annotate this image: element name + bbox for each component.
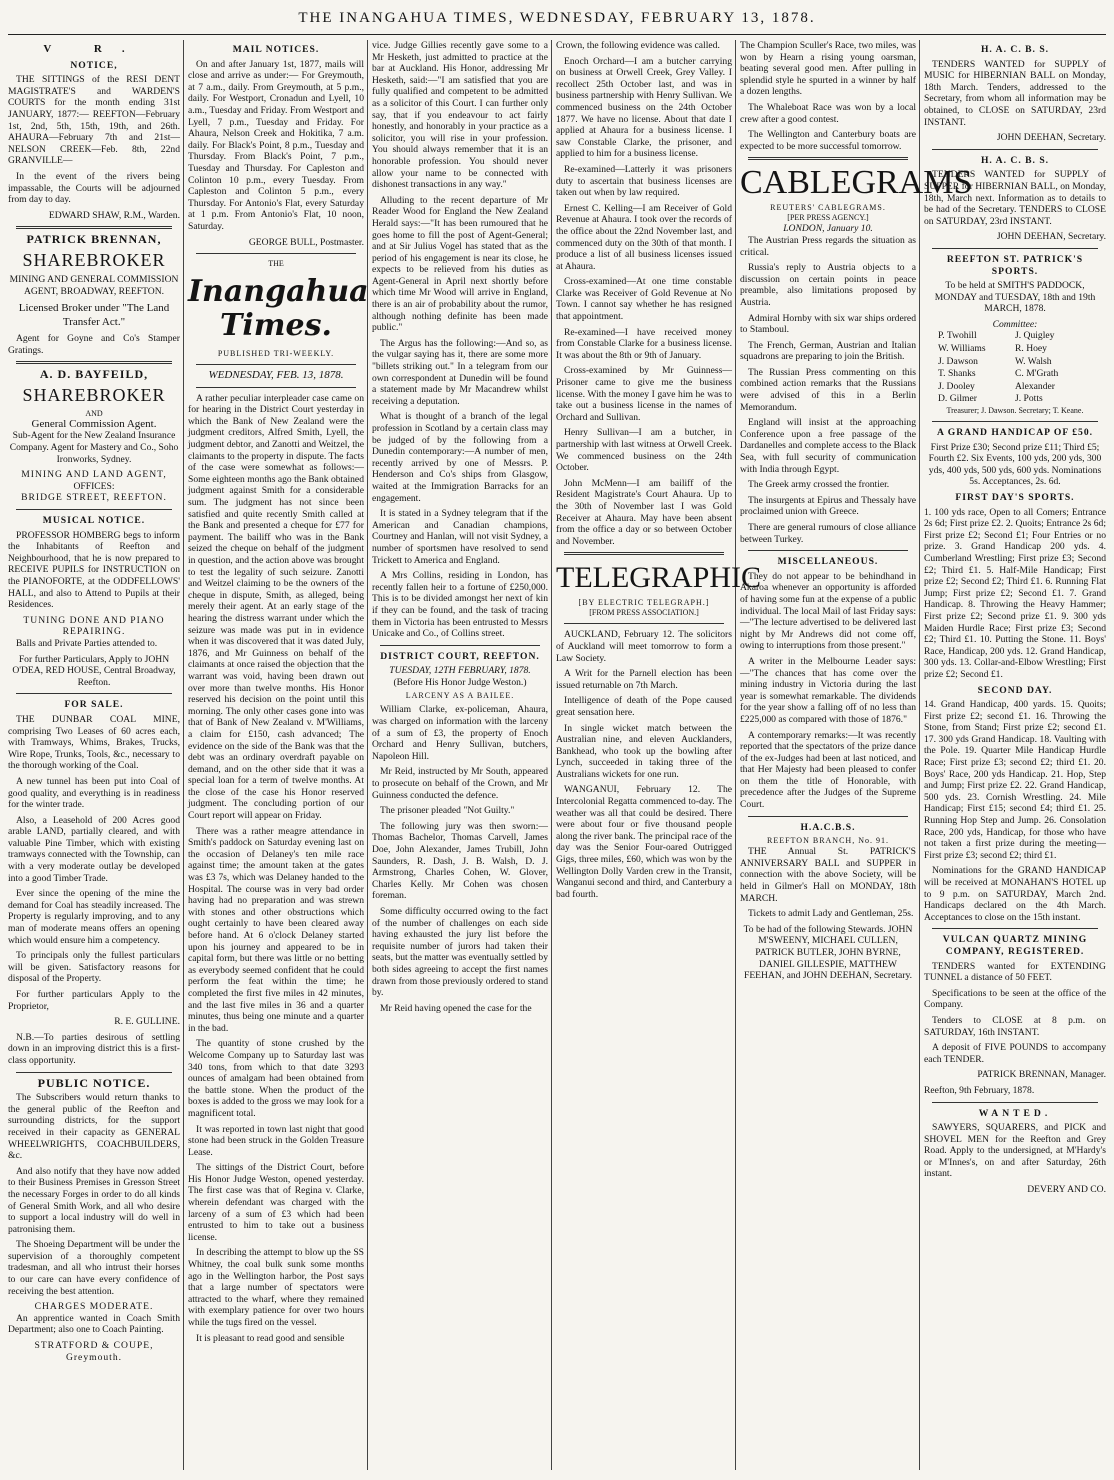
- article-paragraph: vice. Judge Gillies recently gave some to a Mr Hesketh, just admitted to practice at the bar at Auckland. His Honor, addressing Mr Hesketh, said:—"I am satisfied that you are fully qualified and competent to be admitted as a solicitor of this Court. I can further only say, that if you endeavour to act fairly honestly, and honorably in your practice as a solicitor, you will rise in your profession. You should always remember that it is an honorable profession. You should never allow your name to be connected with dishonest transactions in any way.": [372, 40, 548, 191]
- committee-member: Alexander: [1015, 380, 1055, 392]
- wanted-heading: WANTED.: [978, 1107, 1052, 1119]
- evidence-paragraph: Re-examined—Latterly it was prisoners duty to ascertain that business licenses are taken out when by law required.: [556, 163, 732, 199]
- column-3: [372, 40, 548, 1470]
- column-6: [924, 40, 1106, 1470]
- telegram-paragraph: WANGANUI, February 12. The Intercolonial Regatta commenced to-day. The weather was all that could be desired. There were about four or five thousand people along the river bank. The principal race of the day was the Senior Four-oared Outrigged Gigs, three miles, £60, which was won by the Wellington Dolly Varden crew in the Transit, Wanganui second and third, and Canterbury a bad fourth.: [556, 784, 732, 900]
- leader-paragraph-3: The quantity of stone crushed by the Welcome Company up to Saturday last was 340 tons, from which to that date 3293 ounces of amalgam had been obtained from the battle stone. When the product of the boxes is added to the gross we may look for a magnificent total.: [188, 1038, 364, 1119]
- committee-member: W. Williams: [938, 343, 986, 355]
- press-association-note: [FROM PRESS ASSOCIATION.]: [589, 608, 699, 618]
- paper-the: THE: [268, 259, 284, 269]
- court-paragraph: The prisoner pleaded "Not Guilty.": [380, 805, 515, 817]
- music-tender: TENDERS WANTED for SUPPLY of MUSIC for HIBERNIAN BALL on Monday, 18th March. Tenders, addressed to the Secretary, from whom all information may be obtained, to CLOSE on SATURDAY, 23rd INSTANT.: [924, 58, 1106, 128]
- leader-paragraph-1: A rather peculiar interpleader case came on for hearing in the District Court yesterday in which the Bank of New Zealand were the judgment creditors, Alfred Smith, Lyell, the judgment debtor, and Zanotti and Weitzel, the claimants to the property in dispute. The facts of the case were somewhat as follows:—Some eighteen months ago the Bank obtained judgment against Smith for a considerable sum. The judgment has not since been satisfied and quite recently Smith called at the Bank and presented a cheque for £77 for payment. The bailiff who was in the Bank seized the cheque on behalf of the judgment in question, and the action above was brought to test the legality of such seizure. Zanotti and Weitzel claiming to be the owners of the cheque in dispute, Smith, as alleged, being merely their agent. At an early stage of the hearing the distress warrant under which the seizure was made was put in in evidence when it was discovered that it was dated July, 1876, and Mr Guinness on behalf of the claimants at once raised the objection that the warrant was void, having been drawn out over more than twelve months. His Honor reserved his decision on the point until this morning. The only other cases gone into was that of Bank of New Zealand v. M'Williams, a claim for £150, cash advanced; The evidence on the side of the Bank was that the debt was an ordinary overdraft payable on demand, and on the other side that it was a special loan for a term of twelve months. At the close of the case his Honor reserved judgment. The concluding portion of our Court report will appear on Friday.: [188, 392, 364, 822]
- cablegrams-heading: CABLEGRAMS: [740, 164, 973, 202]
- district-court-heading: DISTRICT COURT, REEFTON.: [380, 650, 540, 662]
- divider: [196, 387, 356, 388]
- evidence-paragraph: Re-examined—I have received money from Constable Clarke for a business license. It was about the 8th or 9th of January.: [556, 326, 732, 361]
- public-notice-heading: PUBLIC NOTICE.: [37, 1075, 151, 1090]
- divider: [16, 226, 172, 229]
- column-rule: [735, 40, 736, 1470]
- telegram-paragraph: Intelligence of death of the Pope caused great sensation here.: [556, 695, 732, 718]
- article-paragraph: What is thought of a branch of the legal profession in Scotland by a certain class may be judged of by the following from a Dunedin contemporary:—A number of men, recently arrived by one of Messrs. P. Henderson and Co's ships from Glasgow, waited at the Immigration Barracks for an engagement.: [372, 411, 548, 504]
- committee-list: [924, 330, 1106, 406]
- divider: [196, 364, 356, 365]
- coal-mine-ad-2: A new tunnel has been put into Coal of good quality, and everything is in readiness for the winter trade.: [8, 775, 180, 811]
- leader-paragraph-4: It was reported in town last night that good stone had been struck in the Golden Treasure Lease.: [188, 1123, 364, 1158]
- first-day-heading: FIRST DAY'S SPORTS.: [955, 492, 1075, 503]
- regatta-paragraph: The Whaleboat Race was won by a local crew after a good contest.: [740, 101, 916, 125]
- court-paragraph: William Clarke, ex-policeman, Ahaura, was charged on information with the larceny of a sum of £3, the property of Enoch Orchard and Henry Sullivan, butchers, Napoleon Hill.: [372, 704, 548, 762]
- supper-tender-signature: JOHN DEEHAN, Secretary.: [996, 231, 1106, 243]
- committee-member: P. Twohill: [938, 330, 977, 342]
- court-sittings-signature: EDWARD SHAW, R.M., Warden.: [48, 209, 180, 221]
- regatta-paragraph: The Champion Sculler's Race, two miles, was won by Hearn a rising young oarsman, beating several good men. After pulling in splendid style he spurted in a winner by half a dozen lengths.: [740, 40, 916, 98]
- evidence-paragraph: Cross-examined by Mr Guinness—Prisoner came to give me the business license. With the money I gave him he was to take out a business license in the names of Orchard and Sullivan.: [556, 365, 732, 423]
- divider: [932, 421, 1098, 422]
- divider: [16, 509, 172, 510]
- hacbs-heading: H. A. C. B. S.: [980, 44, 1050, 55]
- committee-member: R. Hoey: [1015, 343, 1047, 355]
- telegram-paragraph: AUCKLAND, February 12. The solicitors of Auckland will meet tomorrow to form a Law Society.: [556, 629, 732, 664]
- leader-paragraph-6: In describing the attempt to blow up the SS Whitney, the coal bulk sunk some months ago in the Wellington harbor, the Post says that a large number of spectators were attracted to the wharf, where they remained with exemplary patience for over two hours while the tugs fired on the vessel.: [188, 1247, 364, 1328]
- vulcan-close: Tenders to CLOSE at 8 p.m. on SATURDAY, 16th INSTANT.: [924, 1014, 1106, 1038]
- committee-member: J. Dooley: [938, 380, 975, 392]
- cable-paragraph: The Greek army crossed the frontier.: [748, 479, 890, 491]
- cable-paragraph: The French, German, Austrian and Italian squadrons are preparing to join the British.: [740, 339, 916, 363]
- cable-paragraph: England will insist at the approaching Conference upon a free passage of the Dardanelles and complete access to the Black Sea, with full security of communication with India through Egypt.: [740, 417, 916, 475]
- evidence-paragraph: John McMenn—I am bailiff of the Resident Magistrate's Court Ahaura. Up to the 30th of November last I was Gold Receiver at Ahaura. May have been absent from the office a day or so between October and November.: [556, 477, 732, 547]
- divider: [564, 552, 724, 555]
- leader-paragraph-5: The sittings of the District Court, before His Honor Judge Weston, opened yesterday. The first case was that of Regina v. Clarke, wherein defendant was charged with the larceny of a sum of £3 which had been entrusted to him to take out a business license.: [188, 1162, 364, 1243]
- brennan-agent: Agent for Goyne and Co's Stamper Gratings.: [8, 333, 180, 356]
- coal-mine-ad-3: Also, a Leasehold of 200 Acres good arable LAND, partially cleared, and with valuable Pine Timber, which with existing tramways connected with the Township, can with a very moderate outlay be developed into a good Timber Trade.: [8, 814, 180, 884]
- court-paragraph: Mr Reid, instructed by Mr South, appeared to prosecute on behalf of the Crown, and Mr Guinness conducted the defence.: [372, 766, 548, 801]
- committee-member: J. Potts: [1015, 393, 1043, 405]
- divider: [564, 623, 724, 624]
- public-notice-body-3: The Shoeing Department will be under the supervision of a thoroughly competent tradesman, and all who intrust their horses to our care can have every confidence of receiving the best attention.: [8, 1239, 180, 1297]
- misc-paragraph: A writer in the Melbourne Leader says:—"The chances that has come over the mining industry in Victoria during the last year is somewhat remarkable. The dividends for the year show a falling off of no less than £225,000 as compared with those of 1876.": [740, 655, 916, 725]
- court-paragraph: The following jury was then sworn:—Thomas Bachelor, Thomas Carvell, James Doe, John Alexander, James Trubill, John Saunders, R. Dash, J. B. Walsh, D. J. Armstrong, Charles Cohen, W. Glover, Charles Kelly. Mr Cohen was chosen foreman.: [372, 820, 548, 902]
- column-rule: [551, 40, 552, 1470]
- coal-mine-ad-6: For further particulars Apply to the Proprietor,: [8, 989, 180, 1012]
- london-dateline: LONDON, January 10.: [783, 223, 873, 235]
- bayfeild-body: Sub-Agent for the New Zealand Insurance Company. Agent for Mastery and Co., Soho Ironworks, Sydney.: [9, 430, 179, 465]
- cable-paragraph: The Austrian Press regards the situation as critical.: [740, 234, 916, 258]
- divider: [932, 928, 1098, 929]
- committee-member: C. M'Grath: [1015, 368, 1059, 380]
- divider: [748, 550, 908, 551]
- committee-member: J. Dawson: [938, 355, 978, 367]
- paper-title: Inangahua Times.: [188, 274, 369, 344]
- mail-notices-heading: MAIL NOTICES.: [232, 44, 320, 55]
- committee-member: T. Shanks: [938, 368, 976, 380]
- telegraphic-subheading: [BY ELECTRIC TELEGRAPH.]: [578, 598, 710, 608]
- evidence-paragraph: Crown, the following evidence was called.: [556, 40, 720, 51]
- divider: [16, 1072, 172, 1073]
- misc-paragraph: A contemporary remarks:—It was recently reported that the spectators of the prize dance of the ex-Judges had been at last noticed, and that Her Majesty had been pleased to confer on them the title of Honorable, with precedence after the Judges of the Supreme Court.: [740, 729, 916, 811]
- brennan-sharebroker: SHAREBROKER: [22, 249, 166, 270]
- handicap-prizes: First Prize £30; Second prize £11; Third £5; Fourth £2. Six Events, 100 yds, 200 yds, 300 yds, 400 yds, 500 yds, 600 yds. Nominations 5s. Acceptances, 2s. 6d.: [928, 441, 1102, 488]
- cable-paragraph: Russia's reply to Austria objects to a discussion on certain points in peace preamble, also limitations proposed by Austria.: [740, 262, 916, 308]
- published-tri-weekly: PUBLISHED TRI-WEEKLY.: [217, 349, 335, 359]
- masthead: THE INANGAHUA TIMES, WEDNESDAY, FEBRUARY 13, 1878.: [298, 10, 816, 26]
- charges-moderate: CHARGES MODERATE.: [34, 1301, 154, 1313]
- hacbs-heading: H. A. C. B. S.: [980, 154, 1050, 166]
- sports-venue: To be held at SMITH'S PADDOCK, MONDAY and TUESDAY, 18th and 19th MARCH, 1878.: [934, 280, 1096, 315]
- homberg-notice: PROFESSOR HOMBERG begs to inform the Inhabitants of Reefton and Neighbourhood, that he is now prepared to RECEIVE PUPILS for INSTRUCTION on the PIANOFORTE, at the ODDFELLOWS' HALL, and also to Attend to Pupils at their Residences.: [8, 529, 180, 611]
- telegram-paragraph: A Writ for the Parnell election has been issued returnable on 7th March.: [556, 668, 732, 691]
- notice-heading: NOTICE,: [70, 59, 118, 71]
- hacbs-heading: H.A.C.B.S.: [800, 821, 856, 833]
- nominations-notice: Nominations for the GRAND HANDICAP will be received at MONAHAN'S HOTEL up to 9 p.m. on SATURDAY, March 2nd. Handicaps declared on the 4th March. Acceptances to close on the 15th instant.: [924, 865, 1106, 923]
- divider: [380, 645, 540, 646]
- vulcan-signature: PATRICK BRENNAN, Manager.: [977, 1069, 1106, 1081]
- reuters-heading: REUTERS' CABLEGRAMS.: [770, 203, 886, 213]
- column-2: [188, 40, 369, 1470]
- leader-paragraph-7: It is pleasant to read good and sensible: [196, 1332, 345, 1344]
- district-court-judge: (Before His Honor Judge Weston.): [393, 676, 527, 688]
- larceny-heading: LARCENY AS A BAILEE.: [405, 691, 515, 701]
- article-paragraph: The Argus has the following:—And so, as the vulgar saying has it, there are some more "billets striking out." In a telegram from our own correspondent at Dunedin will be found a statement made by Mr Macandrew whilst receiving a deputation.: [372, 337, 548, 407]
- article-paragraph: Alluding to the recent departure of Mr Reader Wood for England the New Zealand Herald says:—"It has been rumoured that he goes home to fill the post of Agent-General; and at Sir Julius Vogel has stated that as the period of his engagement is near its close, he expects to be relieved from his duties as Agent-General in April next shortly before which time Mr Wood will arrive in England, there is an air of probability about the rumor, although nothing definite has been made public.": [372, 194, 548, 334]
- mail-notices-body: On and after January 1st, 1877, mails will close and arrive as under:— For Greymouth, at 7 a.m., daily. From Greymouth, at 5 p.m., daily. For Westport, Cronadun and Lyell, 10 a.m., Tuesday and Friday. From Westport and Lyell, 7 p.m., Tuesday and Friday. For Ahaura, Nelson Creek and Hokitika, 7 a.m. daily. For Black's Point, 8 p.m., Tuesday and Thursday. From Black's Point, 7 p.m., Tuesday and Thursday. For Capleston and Colinton 10 p.m., every Tuesday. From Capleston and Colinton 5 p.m., every Thursday. For Antonio's Flat, every Saturday at 1 p.m. From Antonio's Flat, 10 noon, Saturday.: [188, 58, 364, 232]
- cable-paragraph: There are general rumours of close alliance between Turkey.: [740, 522, 916, 545]
- music-tender-signature: JOHN DEEHAN, Secretary.: [996, 132, 1106, 144]
- masthead-rule: [8, 34, 1106, 35]
- balls-note: Balls and Private Parties attended to.: [16, 637, 158, 649]
- miscellaneous-heading: MISCELLANEOUS.: [777, 556, 879, 568]
- grand-handicap-heading: A GRAND HANDICAP OF £50.: [936, 427, 1094, 439]
- tuning-heading: TUNING DONE AND PIANO REPAIRING.: [23, 614, 165, 638]
- hacbs-branch: REEFTON BRANCH, No. 91.: [767, 836, 889, 846]
- district-court-date: TUESDAY, 12TH FEBRUARY, 1878.: [389, 665, 531, 677]
- divider: [16, 693, 172, 694]
- column-4: [556, 40, 761, 1470]
- column-1: [8, 40, 180, 1470]
- gulline-signature: R. E. GULLINE.: [114, 1016, 180, 1028]
- coal-mine-ad-5: To principals only the fullest particulars will be given. Satisfactory reasons for disposal of the Property.: [8, 950, 180, 985]
- brennan-name: PATRICK BRENNAN,: [26, 232, 162, 247]
- public-notice-body-2: And also notify that they have now added to their Business Premises in Gresson Street the necessary Forges in order to do all kinds of General Smith Work, and all who desire to support a local industry will do well in patronising them.: [8, 1165, 180, 1235]
- supper-tender: TENDERS WANTED for SUPPLY of SUPPER for HIBERNIAN BALL, on Monday, 18th, March next. Information as to details to be had of the Secretary. TENDERS to CLOSE on SATURDAY, 23rd INSTANT.: [924, 169, 1106, 227]
- court-sittings: THE SITTINGS of the RESI DENT MAGISTRATE'S and WARDEN'S COURTS for the month ending 31st JANUARY, 1877:— REEFTON—February 1st, 2nd, 5th, 15th, 19th, and 26th. AHAURA—February 7th and 21st— NELSON CREEK—Feb. 8th, 22nd GRANVILLE—: [8, 74, 180, 167]
- hacbs-ball-notice: THE Annual St. PATRICK'S ANNIVERSARY BALL and SUPPER in connection with the above Society, will be held in Gilmer's Hall on MONDAY, 18th MARCH.: [740, 846, 916, 904]
- offices-label: OFFICES:: [73, 480, 115, 492]
- stratford-coupe: STRATFORD & COUPE, Greymouth.: [34, 1340, 154, 1363]
- devery-signature: DEVERY AND CO.: [1027, 1184, 1106, 1196]
- article-paragraph: A Mrs Collins, residing in London, has recently fallen heir to a fortune of £250,000. This is to be divided amongst her next of kin if they can be found, and the task of tracing them in Victoria has been entrusted to Messrs Unicake and Co., of Collins street.: [372, 570, 548, 640]
- misc-paragraph: They do not appear to be behindhand in Akaroa whenever an opportunity is afforded of having some fun at the expense of a public individual. The local Mail of last Friday says:—"The lecture advertised to be delivered last night by Mr Andrews did not come off, owing to interruptions from those present.": [740, 570, 916, 652]
- committee-member: D. Gilmer: [938, 393, 977, 405]
- bayfeild-sub: General Commission Agent.: [31, 417, 157, 430]
- vulcan-deposit: A deposit of FIVE POUNDS to accompany each TENDER.: [924, 1042, 1106, 1065]
- divider: [748, 157, 908, 160]
- royal-arms-letters: V R.: [43, 43, 145, 55]
- telegram-paragraph: In single wicket match between the Australian nine, and eleven Aucklanders, Bankhead, who took up the bowling after Lynch, succeeded in taking three of the Australians wickets for one run.: [556, 722, 732, 780]
- article-paragraph: It is stated in a Sydney telegram that if the American and Canadian champions, Courtney and Hanlan, will not visit Sydney, a number of sportsmen have resolved to send Trickett to America and England.: [372, 508, 548, 566]
- column-rule: [919, 40, 920, 1470]
- cable-paragraph: The insurgents at Epirus and Thessaly have proclaimed union with Greece.: [740, 494, 916, 518]
- leader-paragraph-2: There was a rather meagre attendance in Smith's paddock on Saturday evening last on the occasion of Delaney's ten mile race against time; the amount taken at the gates was £3 7s, which was Delaney handed to the Hospital. The course was in very bad order having had no preparation and was strewn with stones and other obstructions which ought certainly to have been cleared away before hand. At 6 o'clock Delaney started upon his journey and appeared to be in capital form, but there was little or no betting as everybody seemed confident that he could perform the feat within the time; he completed the first five miles in 42 minutes, and the last five miles in 36 and a quarter minutes, thus being one minute and a quarter in the bad.: [188, 825, 364, 1034]
- apprentice-wanted: An apprentice wanted in Coach Smith Department; also one to Coach Painting.: [8, 1312, 180, 1336]
- cable-paragraph: The Russian Press commenting on this combined action remarks that the Russians were advised of this in a Berlin Memorandum.: [740, 366, 916, 413]
- second-day-events: 14. Grand Handicap, 400 yards. 15. Quoits; First prize £2; second £1. 16. Throwing the Stone, from Stand; First prize £2; second £1. 17. 300 yds Grand Handicap. 18. Vaulting with the Pole. 19. Quarter Mile Handicap Hurdle Race; First prize £3; second £2; third £1. 20. Boys' Race, 200 yds Handicap. 21. Hop, Step and Jump; First prize £2. 22. Grand Handicap, 500 yds. 23. Cornish Wrestling. 24. Mile Handicap; First £15; second £4; third £1. 25. Running Hop Step and Jump. 26. Consolation Race, 200 yds, Handicap, for those who have not taken a first prize during the meeting—First prize £3; second £2; third £1.: [924, 699, 1106, 861]
- court-paragraph: Mr Reid having opened the case for the: [380, 1002, 532, 1014]
- bayfeild-name: A. D. BAYFEILD,: [39, 367, 149, 382]
- hacbs-tickets: Tickets to admit Lady and Gentleman, 25s.: [748, 908, 914, 920]
- mail-notices-signature: GEORGE BULL, Postmaster.: [248, 236, 364, 248]
- bayfeild-and: AND: [85, 408, 103, 418]
- regatta-paragraph: The Wellington and Canterbury boats are expected to be more successful tomorrow.: [740, 129, 916, 152]
- leader-date: WEDNESDAY, FEB. 13, 1878.: [208, 369, 344, 382]
- divider: [932, 248, 1098, 249]
- evidence-paragraph: Ernest C. Kelling—I am Receiver of Gold Revenue at Ahaura. I took over the records of the office about the 22nd November last, and commenced duty on the 30th of that month. I produce a list of all business licenses issued at Ahaura.: [556, 202, 732, 272]
- bayfeild-sharebroker: SHAREBROKER: [22, 384, 166, 405]
- committee-member: J. Quigley: [1015, 330, 1055, 342]
- nb-note: N.B.—To parties desirous of settling down in an improving district this is a first-class opportunity.: [8, 1031, 180, 1066]
- column-rule: [367, 40, 368, 1470]
- vulcan-tender: TENDERS wanted for EXTENDING TUNNEL a distance of 50 FEET.: [924, 960, 1106, 984]
- vulcan-date: Reefton, 9th February, 1878.: [924, 1084, 1035, 1096]
- treasurer-secretary: Treasurer; J. Dawson. Secretary; T. Keane.: [946, 406, 1084, 416]
- vulcan-specifications: Specifications to be seen at the office of the Company.: [924, 987, 1106, 1011]
- second-day-heading: SECOND DAY.: [977, 684, 1053, 696]
- brennan-body: MINING AND GENERAL COMMISSION AGENT, BROADWAY, REEFTON.: [9, 273, 179, 297]
- telegraphic-heading: TELEGRAPHIC: [556, 561, 761, 595]
- evidence-paragraph: Enoch Orchard—I am a butcher carrying on business at Orwell Creek, Grey Valley. I recollect 25th October last, and was in business partnership with Henry Sullivan. We commenced business on the 24th October 1877. We have no license. About that date I applied at Ahaura for a business license. I saw Constable Clarke, the prisoner, and applied to him for a business license.: [556, 55, 732, 160]
- vulcan-heading: VULCAN QUARTZ MINING COMPANY, REGISTERED.: [942, 934, 1088, 957]
- divider: [932, 1102, 1098, 1103]
- court-sittings-note: In the event of the rivers being impassable, the Courts will be adjourned from day to day.: [8, 170, 180, 206]
- musical-notice-heading: MUSICAL NOTICE.: [42, 515, 146, 527]
- for-sale-heading: FOR SALE.: [64, 699, 124, 711]
- divider: [932, 149, 1098, 150]
- cable-paragraph: Admiral Hornby with six war ships ordered to Stamboul.: [740, 312, 916, 336]
- divider: [196, 253, 356, 254]
- evidence-paragraph: Henry Sullivan—I am a butcher, in partnership with last witness at Orwell Creek. We commenced business on the 24th October.: [556, 427, 732, 474]
- public-notice-body: The Subscribers would return thanks to the general public of the Reefton and surrounding districts, for the support received in their capacity as GENERAL WHEELWRIGHTS, COACHBUILDERS, &c.: [8, 1092, 180, 1162]
- odea-apply: For further Particulars, Apply to JOHN O'DEA, RED HOUSE, Central Broadway, Reefton.: [12, 653, 176, 688]
- court-paragraph: Some difficulty occurred owing to the fact of the number of challenges on each side having exhausted the jury list before the requisite number of jurors had taken their seats, but the matter was eventually settled by both sides agreeing to accept the first names drawn from those previously ordered to stand by.: [372, 905, 548, 999]
- hacbs-stewards: To be had of the following Stewards. JOHN M'SWEENY, MICHAEL CULLEN, PATRICK BUTLER, JOHN BYRNE, DANIEL GILLESPIE, MATTHEW FEEHAN, and JOHN DEEHAN, Secretary.: [743, 923, 913, 982]
- bridge-street: BRIDGE STREET, REEFTON.: [21, 492, 167, 504]
- evidence-paragraph: Cross-examined—At one time constable Clarke was Receiver of Gold Revenue at No Town. I cannot say whether he has resigned that appointment.: [556, 276, 732, 323]
- committee-label: Committee:: [992, 318, 1038, 330]
- mining-agent: MINING AND LAND AGENT,: [21, 469, 167, 481]
- wanted-body: SAWYERS, SQUARERS, and PICK and SHOVEL MEN for the Reefton and Grey Road. Apply to the undersigned, at M'Hardy's or M'Innes's, on and after Saturday, 26th instant.: [924, 1122, 1106, 1180]
- press-agency-note: [PER PRESS AGENCY.]: [787, 213, 869, 223]
- coal-mine-ad-4: Ever since the opening of the mine the demand for Coal has steadily increased. The Property is regularly improving, and to any man of moderate means offers an opening which would ensure him a competency.: [8, 888, 180, 946]
- column-rule: [183, 40, 184, 1470]
- divider: [16, 361, 172, 364]
- first-day-events: 1. 100 yds race, Open to all Comers; Entrance 2s 6d; First prize £2. 2. Quoits; Entrance 2s 6d; First prize £2; Second £1; Four Entries or no prize. 3. Grand Handicap 200 yds. 4. Cumberland Wrestling; First prize £3; Second £2; Third £1. 5. Half-Mile Handicap; First prize £2; Second £2; Third £1. 6. Running Flat Jump; First prize £2; Second £1. 7. Grand Handicap. 8. Throwing the Heavy Hammer; First prize £2; Second prize £1. 9. 300 yds Maiden Hurdle Race; First prize £3; Second £2; Third £1. 10. Putting the Stone. 11. Boys' Race, Handicap, 200 yds. 12. Grand Handicap, 300 yds. 13. Collar-and-Elbow Wrestling; First prize £2; Second £1.: [924, 506, 1106, 680]
- committee-member: W. Walsh: [1015, 355, 1052, 367]
- coal-mine-ad: THE DUNBAR COAL MINE, comprising Two Leases of 60 acres each, with Tramways, Whims, Brakes, Trucks, Wire Rope, Trunks, Tools, &c., necessary to the thorough working of the Coal.: [8, 713, 180, 772]
- sports-heading: REEFTON ST. PATRICK'S SPORTS.: [946, 253, 1084, 277]
- divider: [748, 816, 908, 817]
- brennan-licensed: Licensed Broker under "The Land Transfer Act.": [18, 302, 170, 329]
